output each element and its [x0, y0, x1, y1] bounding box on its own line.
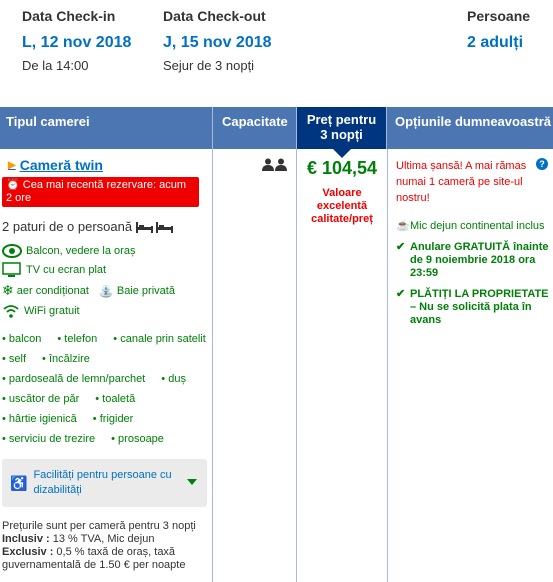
amenity-text: self	[8, 353, 27, 365]
amenity-item: • toaletă	[95, 393, 136, 405]
stay-length: Sejur de 3 nopți	[163, 58, 255, 73]
tv-icon	[2, 262, 22, 278]
cancel-text: Anulare GRATUITĂ înainte de 9 noiembrie 2018 ora 23:59	[410, 241, 549, 279]
price-cell	[300, 158, 384, 226]
divider	[296, 149, 297, 582]
checkout-label: Data Check-out	[163, 8, 266, 24]
bed-text: 2 paturi de o persoană	[2, 219, 133, 234]
checkout-block[interactable]	[163, 8, 272, 73]
amenity-text: uscător de păr	[8, 393, 80, 405]
facility-text: Baie privată	[116, 284, 175, 297]
chevron-down-icon	[187, 479, 197, 485]
amenity-item: • duș	[161, 373, 186, 385]
note-text: 0,5 % taxă de oraș, taxă guvernamentală de 1.50 € per noapte	[2, 546, 186, 571]
urgency-message: Ultima șansă! A mai rămas numai 1 cameră pe site-ul nostru!	[396, 160, 527, 204]
room-cell	[2, 157, 210, 507]
room-name[interactable]: Cameră twin	[19, 157, 103, 173]
note-text: 13 % TVA, Mic dejun	[52, 533, 155, 545]
col-capacity: Capacitate	[213, 107, 297, 149]
col-room-type: Tipul camerei	[0, 107, 213, 149]
amenities-list	[2, 329, 210, 449]
help-icon[interactable]: ?	[536, 158, 548, 170]
guests-value[interactable]: 2 adulți	[467, 34, 524, 51]
amenity-text: pardoseală de lemn/parchet	[8, 373, 146, 385]
col-price-line1: Preț pentru	[306, 112, 377, 127]
checkin-block[interactable]	[22, 8, 131, 73]
guests-label: Persoane	[467, 8, 531, 24]
two-persons-icon	[262, 158, 288, 172]
pay-option	[396, 288, 551, 327]
alert-text: Cea mai recentă rezervare: acum 2 ore	[6, 179, 186, 204]
amenity-text: frigider	[99, 413, 134, 425]
wifi-icon	[2, 303, 20, 319]
facility-tv	[2, 262, 210, 278]
caret-right-icon: ▶	[8, 159, 16, 171]
amenity-text: hârtie igienică	[8, 413, 77, 425]
cancel-option	[396, 241, 551, 280]
col-price	[297, 107, 387, 149]
checkin-time: De la 14:00	[22, 58, 89, 73]
checkin-date[interactable]: L, 12 nov 2018	[22, 34, 132, 51]
options-cell	[396, 158, 551, 327]
amenity-item: • uscător de păr	[2, 393, 80, 405]
dates-bar	[0, 0, 553, 85]
check-icon: ✔	[396, 241, 406, 253]
amenity-item: • prosoape	[111, 433, 164, 445]
amenity-text: prosoape	[118, 433, 164, 445]
price-notes	[2, 520, 210, 572]
checkin-label: Data Check-in	[22, 8, 116, 24]
facility-wifi	[2, 303, 210, 319]
divider	[387, 149, 388, 582]
checkout-date[interactable]: J, 15 nov 2018	[163, 34, 272, 51]
check-icon: ✔	[396, 288, 406, 300]
capacity-cell	[262, 158, 288, 172]
facility-text: aer condiționat	[16, 284, 89, 297]
single-bed-icon	[135, 220, 175, 234]
divider	[212, 149, 213, 582]
amenity-item: • hârtie igienică	[2, 413, 77, 425]
alarm-clock-icon: ⏰	[6, 179, 20, 191]
col-options: Opțiunile dumneavoastră	[395, 114, 552, 129]
snowflake-icon: ❄	[2, 282, 14, 298]
amenity-item: • încălzire	[42, 353, 90, 365]
note-included	[2, 533, 210, 546]
facility-text: WiFi gratuit	[24, 305, 80, 317]
coffee-cup-icon: ☕	[396, 220, 410, 232]
amenity-text: duș	[168, 373, 186, 385]
facility-balcony	[2, 244, 210, 258]
amenity-item: • canale prin satelit	[113, 333, 206, 345]
note-label: Inclusiv :	[2, 533, 50, 545]
bed-info	[2, 219, 210, 234]
facility-ac-bath	[2, 282, 210, 299]
amenity-text: balcon	[8, 333, 42, 345]
amenity-item: • pardoseală de lemn/parchet	[2, 373, 146, 385]
amenity-text: toaletă	[102, 393, 136, 405]
facility-text: Balcon, vedere la oraș	[26, 245, 136, 257]
note-excluded	[2, 546, 210, 572]
amenity-item: • frigider	[92, 413, 134, 425]
amenity-item: • telefon	[57, 333, 98, 345]
amenity-text: serviciu de trezire	[8, 433, 96, 445]
amenity-item: • serviciu de trezire	[2, 433, 96, 445]
accessibility-text: Facilități pentru persoane cu dizabilități	[33, 469, 172, 496]
amenity-text: canale prin satelit	[120, 333, 206, 345]
amenity-text: telefon	[64, 333, 98, 345]
wheelchair-icon: ♿	[10, 474, 28, 491]
col-price-line2: 3 nopți	[320, 127, 363, 142]
guests-block[interactable]	[467, 8, 530, 52]
breakfast-option	[396, 220, 551, 233]
price-value: € 104,54	[306, 158, 378, 178]
eye-icon	[2, 244, 22, 258]
amenity-item: • balcon	[2, 333, 42, 345]
accessibility-dropdown[interactable]	[2, 459, 207, 507]
room-name-link[interactable]	[8, 157, 210, 173]
facility-text: TV cu ecran plat	[26, 264, 107, 276]
note-prices: Prețurile sunt per cameră pentru 3 nopți	[2, 520, 196, 532]
table-header	[0, 107, 553, 149]
recent-booking-alert	[2, 177, 199, 207]
note-label: Exclusiv :	[2, 546, 54, 558]
pay-text: PLĂTIȚI LA PROPRIETATE – Nu se solicită plata în avans	[410, 288, 549, 326]
value-badge: Valoare excelentă calitate/preț	[311, 187, 373, 225]
amenity-text: încălzire	[48, 353, 90, 365]
shower-icon: ⛲	[98, 283, 114, 298]
breakfast-text: Mic dejun continental inclus	[410, 220, 545, 232]
amenity-item: • self	[2, 353, 27, 365]
